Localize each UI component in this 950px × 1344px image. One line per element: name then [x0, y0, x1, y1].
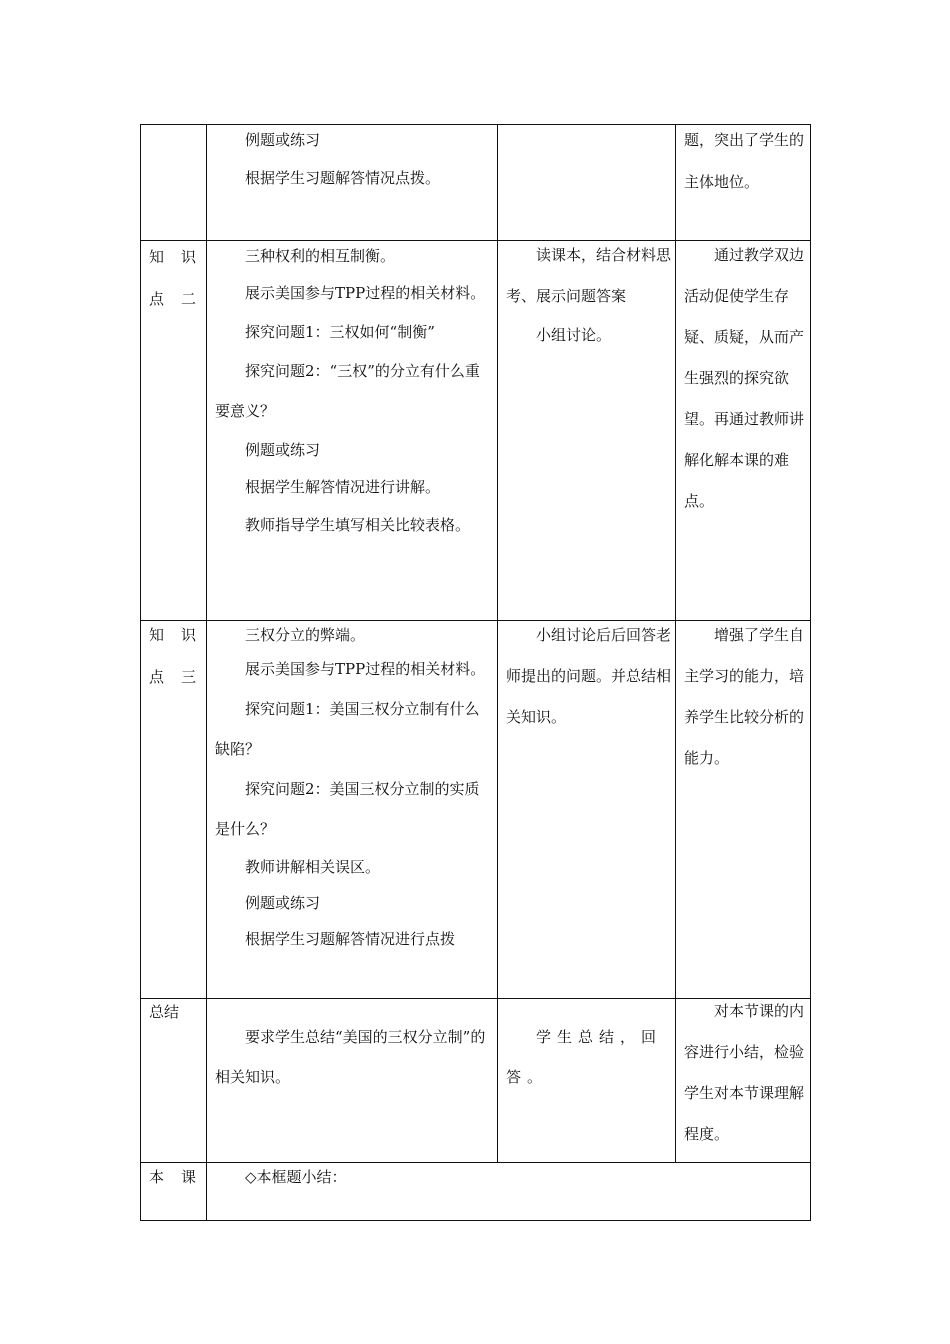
- content-line: 探究问题1：三权如何“制衡”: [245, 323, 435, 341]
- content-line: 展示美国参与TPP过程的相关材料。: [245, 284, 486, 302]
- design-intent-cell: [676, 241, 811, 621]
- content-line: 根据学生解答情况进行讲解。: [245, 478, 441, 496]
- student-text: 小组讨论后后回答老师提出的问题。并总结相关知识。: [506, 626, 672, 726]
- intent-text: 题，突出了学生的主体地位。: [684, 131, 805, 191]
- content-line: 探究问题2：美国三权分立制的实质是什么？: [215, 780, 480, 838]
- student-text: 小组讨论。: [536, 326, 612, 344]
- row-label-cell: [141, 1163, 207, 1221]
- row-label-cell: [141, 125, 207, 241]
- content-cell: [207, 621, 498, 999]
- student-text: 学生总结，回答。: [506, 1028, 663, 1086]
- row-label-line: 点三: [149, 668, 196, 686]
- content-cell: [207, 1163, 811, 1221]
- content-line: 要求学生总结“美国的三权分立制”的相关知识。: [215, 1028, 486, 1086]
- student-activity-cell: [498, 999, 676, 1163]
- content-line: 探究问题2：“三权”的分立有什么重要意义？: [215, 362, 480, 420]
- intent-text: 通过教学双边活动促使学生存疑、质疑，从而产生强烈的探究欲望。再通过教师讲解化解本课的难点。: [684, 246, 805, 510]
- content-cell: [207, 125, 498, 241]
- row-label-line: 点二: [149, 290, 196, 308]
- content-line: 根据学生习题解答情况点拨。: [245, 169, 441, 187]
- design-intent-cell: [676, 621, 811, 999]
- content-line: 教师指导学生填写相关比较表格。: [245, 516, 471, 534]
- row-label-cell: [141, 999, 207, 1163]
- row-label-line: 本课: [149, 1168, 196, 1186]
- content-line: 展示美国参与TPP过程的相关材料。: [245, 660, 486, 678]
- student-activity-cell: [498, 125, 676, 241]
- content-line: 探究问题1：美国三权分立制有什么缺陷？: [215, 700, 480, 758]
- content-cell: [207, 999, 498, 1163]
- content-line: 例题或练习: [245, 894, 321, 912]
- table-row: [141, 999, 811, 1163]
- content-line: 根据学生习题解答情况进行点拨: [245, 930, 456, 948]
- table-row: [141, 241, 811, 621]
- intent-text: 对本节课的内容进行小结，检验学生对本节课理解程度。: [684, 1002, 805, 1143]
- design-intent-cell: [676, 125, 811, 241]
- student-text: 读课本，结合材料思考、展示问题答案: [506, 246, 672, 305]
- table-row: [141, 1163, 811, 1221]
- content-line: ◇本框题小结：: [245, 1168, 347, 1186]
- content-line: 例题或练习: [245, 441, 321, 459]
- table-row: [141, 621, 811, 999]
- content-cell: [207, 241, 498, 621]
- lesson-plan-table: [140, 124, 811, 1221]
- content-line: 例题或练习: [245, 131, 321, 149]
- design-intent-cell: [676, 999, 811, 1163]
- content-line: 三种权利的相互制衡。: [245, 247, 396, 265]
- content-line: 三权分立的弊端。: [245, 626, 366, 644]
- table-row: [141, 125, 811, 241]
- row-label-cell: [141, 241, 207, 621]
- row-label-line: 知识: [149, 626, 196, 644]
- row-label-line: 总结: [149, 1003, 180, 1021]
- row-label-line: 知识: [149, 248, 196, 266]
- student-activity-cell: [498, 621, 676, 999]
- row-label-cell: [141, 621, 207, 999]
- student-activity-cell: [498, 241, 676, 621]
- content-line: 教师讲解相关误区。: [245, 858, 381, 876]
- intent-text: 增强了学生自主学习的能力，培养学生比较分析的能力。: [684, 626, 805, 767]
